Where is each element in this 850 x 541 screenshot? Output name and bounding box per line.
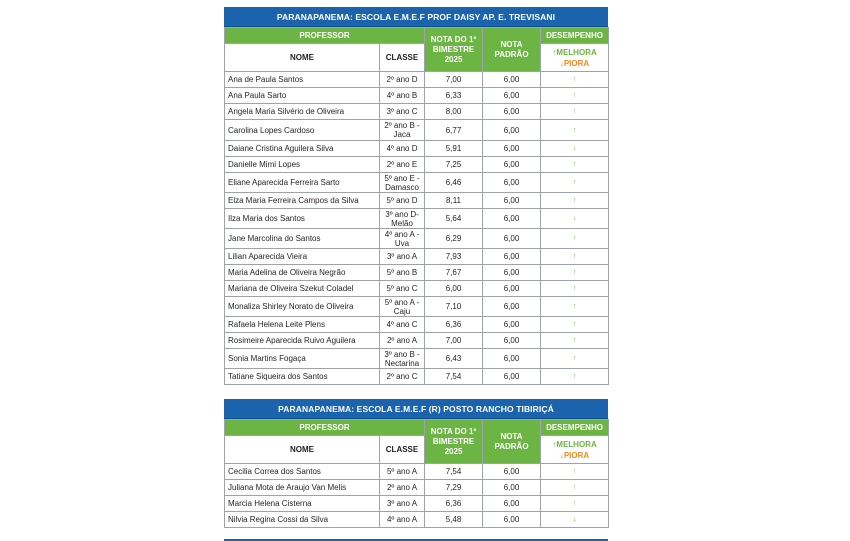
teacher-name: Nilvia Regina Cossi da Silva: [225, 512, 380, 528]
nota-padrao-header: NOTA PADRÃO: [483, 28, 541, 72]
standard-grade-value: 6,00: [483, 141, 541, 157]
nome-header: NOME: [225, 436, 380, 464]
arrow-up-icon: ↑: [541, 173, 609, 193]
table-row: [225, 173, 609, 193]
class-name: 2º ano D: [380, 72, 425, 88]
class-name: 5º ano B: [380, 265, 425, 281]
teacher-name: Rosimeire Aparecida Ruivo Aguilera: [225, 333, 380, 349]
class-name: 3º ano C: [380, 104, 425, 120]
teacher-name: Lilian Aparecida Vieira: [225, 249, 380, 265]
classe-header: CLASSE: [380, 44, 425, 72]
nota-padrao-header: NOTA PADRÃO: [483, 420, 541, 464]
standard-grade-value: 6,00: [483, 464, 541, 480]
melhora-legend: ↑MELHORA: [552, 47, 597, 57]
class-name: 2º ano A: [380, 333, 425, 349]
teacher-name: Tatiane Siqueira dos Santos: [225, 369, 380, 385]
arrow-up-icon: ↑: [541, 480, 609, 496]
class-name: 2º ano A: [380, 480, 425, 496]
arrow-up-icon: ↑: [541, 369, 609, 385]
arrow-up-icon: ↑: [541, 72, 609, 88]
table-row: [225, 464, 609, 480]
class-name: 5º ano A: [380, 464, 425, 480]
standard-grade-value: 6,00: [483, 157, 541, 173]
desempenho-legend: [541, 436, 609, 464]
teacher-name: Sonia Martins Fogaça: [225, 349, 380, 369]
melhora-legend: ↑MELHORA: [552, 439, 597, 449]
school-title: PARANAPANEMA: ESCOLA E.M.E.F (R) POSTO RANCHO TIBIRIÇÁ: [224, 399, 608, 419]
standard-grade-value: 6,00: [483, 369, 541, 385]
table-row: [225, 72, 609, 88]
standard-grade-value: 6,00: [483, 317, 541, 333]
standard-grade-value: 6,00: [483, 104, 541, 120]
table-row: [225, 141, 609, 157]
class-name: 4º ano D: [380, 141, 425, 157]
class-name: 4º ano A - Uva: [380, 229, 425, 249]
grade-value: 8,00: [425, 104, 483, 120]
arrow-up-icon: ↑: [541, 229, 609, 249]
standard-grade-value: 6,00: [483, 512, 541, 528]
arrow-down-icon: ↓: [541, 141, 609, 157]
classe-header: CLASSE: [380, 436, 425, 464]
arrow-up-icon: ↑: [541, 265, 609, 281]
teacher-name: Daiane Cristina Aguilera Silva: [225, 141, 380, 157]
teacher-name: Rafaela Helena Leite Plens: [225, 317, 380, 333]
standard-grade-value: 6,00: [483, 72, 541, 88]
teacher-name: Ana de Paula Santos: [225, 72, 380, 88]
standard-grade-value: 6,00: [483, 297, 541, 317]
grade-value: 7,67: [425, 265, 483, 281]
grade-value: 5,91: [425, 141, 483, 157]
piora-legend: ↓PIORA: [559, 58, 590, 68]
class-name: 2º ano B - Jaca: [380, 120, 425, 141]
class-name: 4º ano A: [380, 512, 425, 528]
standard-grade-value: 6,00: [483, 349, 541, 369]
school-title: PARANAPANEMA: ESCOLA E.M.E.F PROF DAISY AP. E. TREVISANI: [224, 7, 608, 27]
arrow-down-icon: ↓: [541, 512, 609, 528]
standard-grade-value: 6,00: [483, 88, 541, 104]
standard-grade-value: 6,00: [483, 173, 541, 193]
grade-value: 7,54: [425, 464, 483, 480]
table-row: [225, 512, 609, 528]
grade-value: 6,46: [425, 173, 483, 193]
table-row: [225, 281, 609, 297]
grade-value: 6,36: [425, 496, 483, 512]
class-name: 2º ano E: [380, 157, 425, 173]
grade-value: 5,48: [425, 512, 483, 528]
teacher-name: Ana Paula Sarto: [225, 88, 380, 104]
grade-value: 6,77: [425, 120, 483, 141]
arrow-up-icon: ↑: [541, 281, 609, 297]
arrow-up-icon: ↑: [541, 104, 609, 120]
school-block: [224, 399, 608, 528]
grade-value: 7,00: [425, 72, 483, 88]
table-row: [225, 229, 609, 249]
standard-grade-value: 6,00: [483, 193, 541, 209]
table-row: [225, 209, 609, 229]
desempenho-header: DESEMPENHO: [541, 420, 609, 436]
teachers-table: [224, 27, 609, 385]
class-name: 3º ano A: [380, 249, 425, 265]
arrow-up-icon: ↑: [541, 496, 609, 512]
teacher-name: Jane Marcolina do Santos: [225, 229, 380, 249]
table-row: [225, 249, 609, 265]
grade-value: 5,64: [425, 209, 483, 229]
ranking-document: [224, 7, 608, 541]
arrow-up-icon: ↑: [541, 120, 609, 141]
grade-value: 6,33: [425, 88, 483, 104]
grade-value: 6,00: [425, 281, 483, 297]
standard-grade-value: 6,00: [483, 480, 541, 496]
grade-value: 6,36: [425, 317, 483, 333]
teacher-name: Danielle Mimi Lopes: [225, 157, 380, 173]
table-row: [225, 496, 609, 512]
standard-grade-value: 6,00: [483, 496, 541, 512]
nota-bimestre-header: NOTA DO 1º BIMESTRE 2025: [425, 420, 483, 464]
table-row: [225, 193, 609, 209]
class-name: 2º ano C: [380, 369, 425, 385]
arrow-up-icon: ↑: [541, 193, 609, 209]
grade-value: 7,29: [425, 480, 483, 496]
arrow-down-icon: ↓: [541, 209, 609, 229]
class-name: 5º ano A - Caju: [380, 297, 425, 317]
arrow-up-icon: ↑: [541, 157, 609, 173]
table-row: [225, 349, 609, 369]
school-block: [224, 7, 608, 385]
table-row: [225, 333, 609, 349]
class-name: 5º ano C: [380, 281, 425, 297]
arrow-up-icon: ↑: [541, 464, 609, 480]
desempenho-legend: [541, 44, 609, 72]
teacher-name: Elza Maria Ferreira Campos da Silva: [225, 193, 380, 209]
piora-legend: ↓PIORA: [559, 450, 590, 460]
standard-grade-value: 6,00: [483, 333, 541, 349]
teachers-table: [224, 419, 609, 528]
table-row: [225, 480, 609, 496]
grade-value: 7,54: [425, 369, 483, 385]
teacher-name: Carolina Lopes Cardoso: [225, 120, 380, 141]
standard-grade-value: 6,00: [483, 229, 541, 249]
standard-grade-value: 6,00: [483, 265, 541, 281]
arrow-up-icon: ↑: [541, 333, 609, 349]
table-row: [225, 104, 609, 120]
professor-header: PROFESSOR: [225, 420, 425, 436]
teacher-name: Mariana de Oliveira Szekut Coladel: [225, 281, 380, 297]
class-name: 4º ano C: [380, 317, 425, 333]
teacher-name: Ilza Maria dos Santos: [225, 209, 380, 229]
class-name: 3º ano D- Melão: [380, 209, 425, 229]
teacher-name: Cecilia Correa dos Santos: [225, 464, 380, 480]
grade-value: 7,25: [425, 157, 483, 173]
arrow-up-icon: ↑: [541, 349, 609, 369]
class-name: 4º ano B: [380, 88, 425, 104]
standard-grade-value: 6,00: [483, 209, 541, 229]
standard-grade-value: 6,00: [483, 281, 541, 297]
table-row: [225, 369, 609, 385]
nome-header: NOME: [225, 44, 380, 72]
table-row: [225, 120, 609, 141]
school-tables: [224, 7, 608, 528]
teacher-name: Juliana Mota de Araujo Van Melis: [225, 480, 380, 496]
grade-value: 7,93: [425, 249, 483, 265]
arrow-up-icon: ↑: [541, 317, 609, 333]
table-row: [225, 297, 609, 317]
table-row: [225, 88, 609, 104]
arrow-up-icon: ↑: [541, 88, 609, 104]
arrow-up-icon: ↑: [541, 249, 609, 265]
class-name: 3º ano B - Nectarina: [380, 349, 425, 369]
teacher-name: Marcia Helena Cisterna: [225, 496, 380, 512]
grade-value: 8,11: [425, 193, 483, 209]
standard-grade-value: 6,00: [483, 120, 541, 141]
nota-bimestre-header: NOTA DO 1º BIMESTRE 2025: [425, 28, 483, 72]
standard-grade-value: 6,00: [483, 249, 541, 265]
grade-value: 7,10: [425, 297, 483, 317]
professor-header: PROFESSOR: [225, 28, 425, 44]
desempenho-header: DESEMPENHO: [541, 28, 609, 44]
arrow-up-icon: ↑: [541, 297, 609, 317]
class-name: 3º ano A: [380, 496, 425, 512]
class-name: 5º ano D: [380, 193, 425, 209]
teacher-name: Angela Maria Silvério de Oliveira: [225, 104, 380, 120]
table-row: [225, 157, 609, 173]
table-row: [225, 265, 609, 281]
teacher-name: Maria Adelina de Oliveira Negrão: [225, 265, 380, 281]
class-name: 5º ano E - Damasco: [380, 173, 425, 193]
teacher-name: Eliane Aparecida Ferreira Sarto: [225, 173, 380, 193]
grade-value: 7,00: [425, 333, 483, 349]
grade-value: 6,29: [425, 229, 483, 249]
teacher-name: Monaliza Shirley Norato de Oliveira: [225, 297, 380, 317]
table-row: [225, 317, 609, 333]
grade-value: 6,43: [425, 349, 483, 369]
